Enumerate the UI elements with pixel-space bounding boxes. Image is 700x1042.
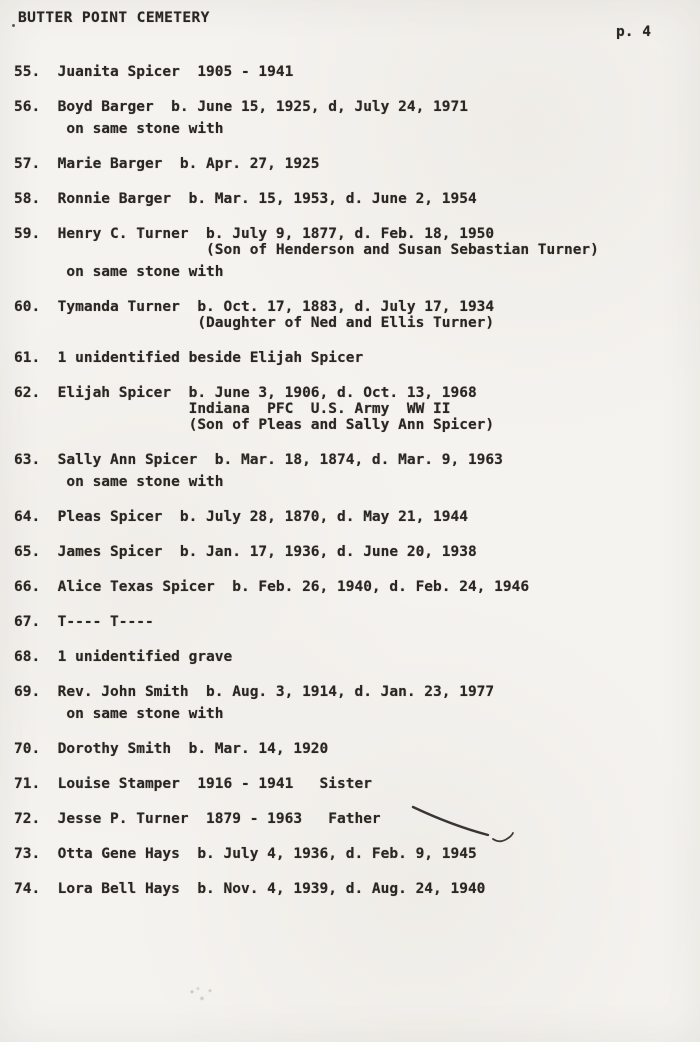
cemetery-entry-59 [14, 226, 599, 280]
cemetery-entry-74 [14, 881, 599, 897]
cemetery-entry-56 [14, 99, 599, 137]
page-number: p. 4 [616, 24, 651, 40]
cemetery-entry-66 [14, 579, 599, 595]
entry-line: 56. Boyd Barger b. June 15, 1925, d, July 24, 1971 [14, 99, 468, 115]
entry-line: (Son of Henderson and Susan Sebastian Turner) [14, 242, 599, 258]
entry-line: (Daughter of Ned and Ellis Turner) [14, 315, 495, 331]
entry-line: on same stone with [14, 706, 224, 722]
entry-line: 55. Juanita Spicer 1905 - 1941 [14, 64, 294, 80]
entry-line: 62. Elijah Spicer b. June 3, 1906, d. Oct. 13, 1968 [14, 385, 477, 401]
cemetery-entry-list [14, 64, 599, 916]
entry-line: on same stone with [14, 121, 224, 137]
entry-line: 59. Henry C. Turner b. July 9, 1877, d. Feb. 18, 1950 [14, 226, 495, 242]
entry-line: 61. 1 unidentified beside Elijah Spicer [14, 350, 364, 366]
entry-line: 67. T---- T---- [14, 614, 154, 630]
cemetery-entry-57 [14, 156, 599, 172]
entry-line: 58. Ronnie Barger b. Mar. 15, 1953, d. June 2, 1954 [14, 191, 477, 207]
entry-line: on same stone with [14, 264, 224, 280]
cemetery-entry-63 [14, 452, 599, 490]
entry-line: 69. Rev. John Smith b. Aug. 3, 1914, d. Jan. 23, 1977 [14, 684, 495, 700]
cemetery-entry-64 [14, 509, 599, 525]
cemetery-entry-65 [14, 544, 599, 560]
stray-ink-dot [12, 24, 15, 27]
cemetery-entry-61 [14, 350, 599, 366]
entry-line: on same stone with [14, 474, 224, 490]
entry-line: 70. Dorothy Smith b. Mar. 14, 1920 [14, 741, 329, 757]
cemetery-entry-55 [14, 64, 599, 80]
cemetery-entry-68 [14, 649, 599, 665]
cemetery-entry-67 [14, 614, 599, 630]
cemetery-entry-62 [14, 385, 599, 433]
entry-line: 72. Jesse P. Turner 1879 - 1963 Father [14, 811, 381, 827]
page-title: BUTTER POINT CEMETERY [18, 10, 210, 26]
entry-line: 60. Tymanda Turner b. Oct. 17, 1883, d. July 17, 1934 [14, 299, 495, 315]
entry-line: (Son of Pleas and Sally Ann Spicer) [14, 417, 495, 433]
entry-line: 71. Louise Stamper 1916 - 1941 Sister [14, 776, 372, 792]
cemetery-entry-58 [14, 191, 599, 207]
cemetery-entry-69 [14, 684, 599, 722]
entry-line: 65. James Spicer b. Jan. 17, 1936, d. June 20, 1938 [14, 544, 477, 560]
cemetery-entry-60 [14, 299, 599, 331]
entry-line: Indiana PFC U.S. Army WW II [14, 401, 451, 417]
cemetery-entry-70 [14, 741, 599, 757]
entry-line: 57. Marie Barger b. Apr. 27, 1925 [14, 156, 320, 172]
entry-line: 74. Lora Bell Hays b. Nov. 4, 1939, d. Aug. 24, 1940 [14, 881, 486, 897]
handwritten-pen-mark [400, 795, 520, 850]
entry-line: 66. Alice Texas Spicer b. Feb. 26, 1940, d. Feb. 24, 1946 [14, 579, 530, 595]
entry-line: 68. 1 unidentified grave [14, 649, 233, 665]
pencil-smudge [180, 983, 220, 1005]
entry-line: 64. Pleas Spicer b. July 28, 1870, d. May 21, 1944 [14, 509, 468, 525]
cemetery-entry-71 [14, 776, 599, 792]
entry-line: 63. Sally Ann Spicer b. Mar. 18, 1874, d. Mar. 9, 1963 [14, 452, 503, 468]
entry-line: 73. Otta Gene Hays b. July 4, 1936, d. Feb. 9, 1945 [14, 846, 477, 862]
